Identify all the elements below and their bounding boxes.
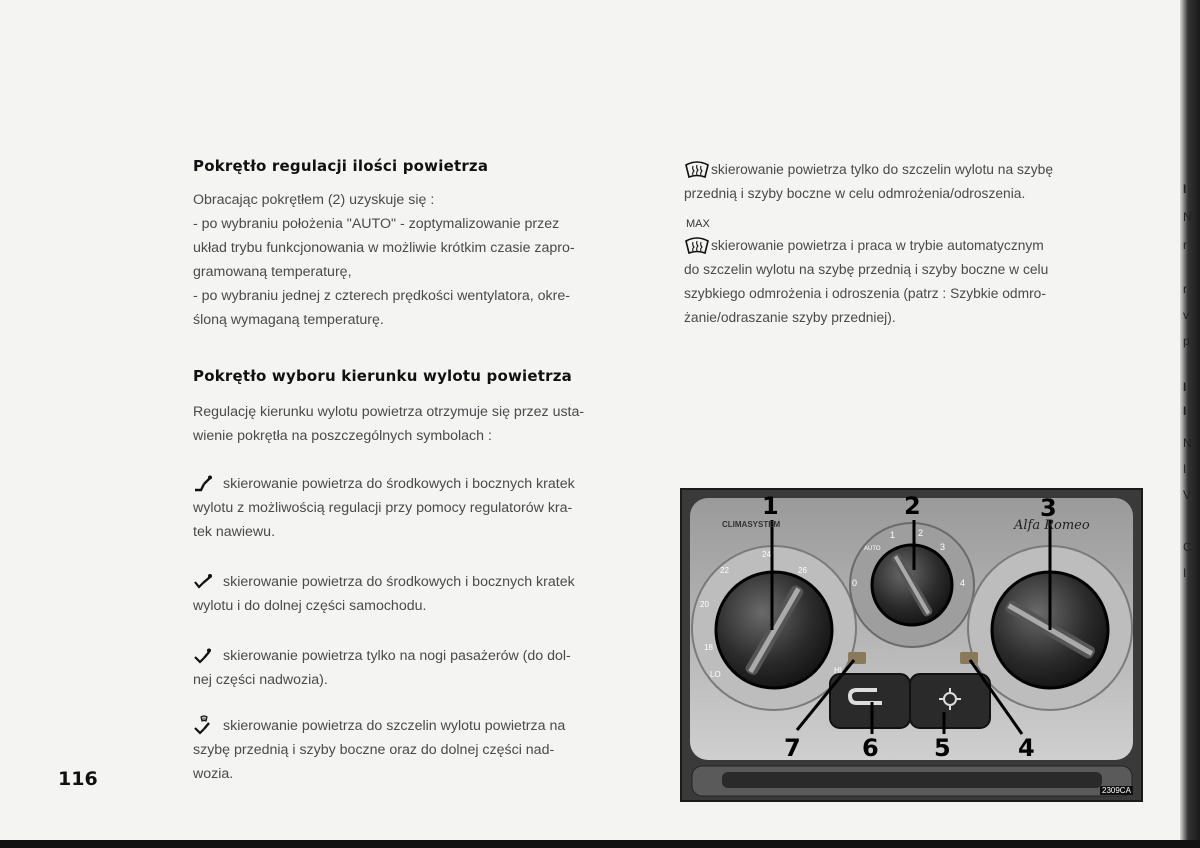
direction-item-text: skierowanie powietrza do środkowych i bocznych kratek [223, 574, 575, 590]
panel-label: CLIMASYSTEM [722, 520, 781, 529]
center-dial-label: 3 [940, 542, 946, 552]
max-defrost-item-line: do szczelin wylotu na szybę przednią i szyby boczne w celu [684, 262, 1049, 277]
climate-panel-drawing [682, 490, 1141, 800]
direction-item-face [193, 472, 653, 544]
callout-1: 1 [762, 492, 779, 520]
section1-heading: Pokrętło regulacji ilości powietrza [193, 157, 489, 175]
left-dial-label: HI [834, 666, 842, 675]
direction-item-line: wylotu i do dolnej części samochodu. [193, 598, 427, 614]
section1-body [193, 188, 653, 332]
defrost-item-line [684, 158, 1134, 182]
edge-fragment: v [1183, 308, 1189, 322]
max-defrost-item-line: żanie/odraszanie szyby przedniej). [684, 310, 896, 325]
direction-item-face-feet [193, 570, 653, 618]
edge-fragment: N [1183, 210, 1192, 224]
section2-intro-line: wienie pokrętła na poszczególnych symbolach : [193, 428, 492, 444]
direction-item-line: wozia. [193, 766, 234, 782]
defrost-item-line: przednią i szyby boczne w celu odmrożenia/odroszenia. [684, 186, 1026, 201]
direction-item-line [193, 714, 653, 738]
direction-item-text: skierowanie powietrza do środkowych i bocznych kratek [223, 476, 575, 492]
max-defrost-icon [684, 237, 710, 255]
edge-fragment: I [1183, 182, 1187, 196]
vent-windscreen-feet-icon [193, 715, 215, 737]
vent-feet-icon [193, 647, 215, 665]
section1-line: gramowaną temperaturę, [193, 264, 352, 280]
section1-line: układ trybu funkcjonowania w możliwie krótkim czasie zapro- [193, 240, 575, 256]
defrost-item-text: skierowanie powietrza tylko do szczelin wylotu na szybę [711, 162, 1054, 177]
center-dial-label: AUTO [864, 546, 881, 552]
section1-line: - po wybraniu położenia "AUTO" - zoptymalizowanie przez [193, 216, 560, 232]
left-dial-label: 24 [762, 550, 771, 559]
section1-line: - po wybraniu jednej z czterech prędkości wentylatora, okre- [193, 288, 570, 304]
edge-fragment: I [1183, 462, 1187, 476]
left-dial-label: LO [710, 670, 721, 679]
section2-intro-line: Regulację kierunku wylotu powietrza otrzymuje się przez usta- [193, 404, 585, 420]
vent-face-icon [193, 475, 215, 493]
callout-3: 3 [1040, 494, 1057, 522]
direction-item-windscreen-feet [193, 714, 653, 786]
callout-4: 4 [1018, 734, 1035, 762]
center-dial-label: 2 [918, 528, 924, 538]
edge-fragment: V [1183, 488, 1192, 502]
max-defrost-item-text: skierowanie powietrza i praca w trybie automatycznym [711, 238, 1044, 253]
scan-bottom-edge [0, 840, 1200, 848]
climate-panel-photo [680, 488, 1143, 802]
section2-intro [193, 400, 653, 448]
direction-item-line: szybę przednią i szyby boczne oraz do dolnej części nad- [193, 742, 555, 758]
direction-item-line [193, 570, 653, 594]
direction-item-line: nej części nadwozia). [193, 672, 328, 688]
max-defrost-item-line: szybkiego odmrożenia i odroszenia (patrz : Szybkie odmro- [684, 286, 1046, 301]
left-dial-label: 18 [704, 643, 713, 652]
section1-line: śloną wymaganą temperaturę. [193, 312, 384, 328]
edge-fragment: C [1183, 540, 1192, 554]
max-defrost-label: MAX [686, 218, 710, 230]
edge-fragment: I [1183, 380, 1187, 394]
left-dial-label: 20 [700, 600, 709, 609]
direction-item-text: skierowanie powietrza do szczelin wylotu powietrza na [223, 718, 566, 734]
left-dial-label: 26 [798, 566, 807, 575]
direction-item-line [193, 472, 653, 496]
center-dial-label: 4 [960, 578, 966, 588]
direction-item-line [193, 644, 653, 668]
edge-fragment: r [1183, 282, 1187, 296]
callout-7: 7 [784, 734, 801, 762]
left-dial-label: 22 [720, 566, 729, 575]
figure-code: 2309CA [1102, 786, 1131, 795]
page-edge [1180, 0, 1200, 848]
edge-fragment: I [1183, 566, 1187, 580]
vent-face-feet-icon [193, 573, 215, 591]
center-dial-label: 0 [852, 578, 858, 588]
edge-fragment: r [1183, 238, 1187, 252]
defrost-item [684, 158, 1134, 206]
section1-line: Obracając pokrętłem (2) uzyskuje się : [193, 192, 435, 208]
edge-fragment: p [1183, 334, 1190, 348]
direction-item-line: tek nawiewu. [193, 524, 276, 540]
callout-6: 6 [862, 734, 879, 762]
direction-item-line: wylotu z możliwością regulacji przy pomocy regulatorów kra- [193, 500, 573, 516]
max-defrost-item [684, 234, 1134, 330]
callout-5: 5 [934, 734, 951, 762]
callout-2: 2 [904, 492, 921, 520]
center-dial-label: 1 [890, 530, 896, 540]
max-defrost-item-line [684, 234, 1134, 258]
defrost-icon [684, 161, 710, 179]
edge-fragment: N [1183, 436, 1192, 450]
page-number: 116 [58, 768, 98, 790]
direction-item-text: skierowanie powietrza tylko na nogi pasażerów (do dol- [223, 648, 571, 664]
brand-label: Alfa Romeo [1014, 518, 1090, 533]
section2-heading: Pokrętło wyboru kierunku wylotu powietrza [193, 367, 572, 385]
edge-fragment: I [1183, 404, 1187, 418]
direction-item-feet [193, 644, 653, 692]
